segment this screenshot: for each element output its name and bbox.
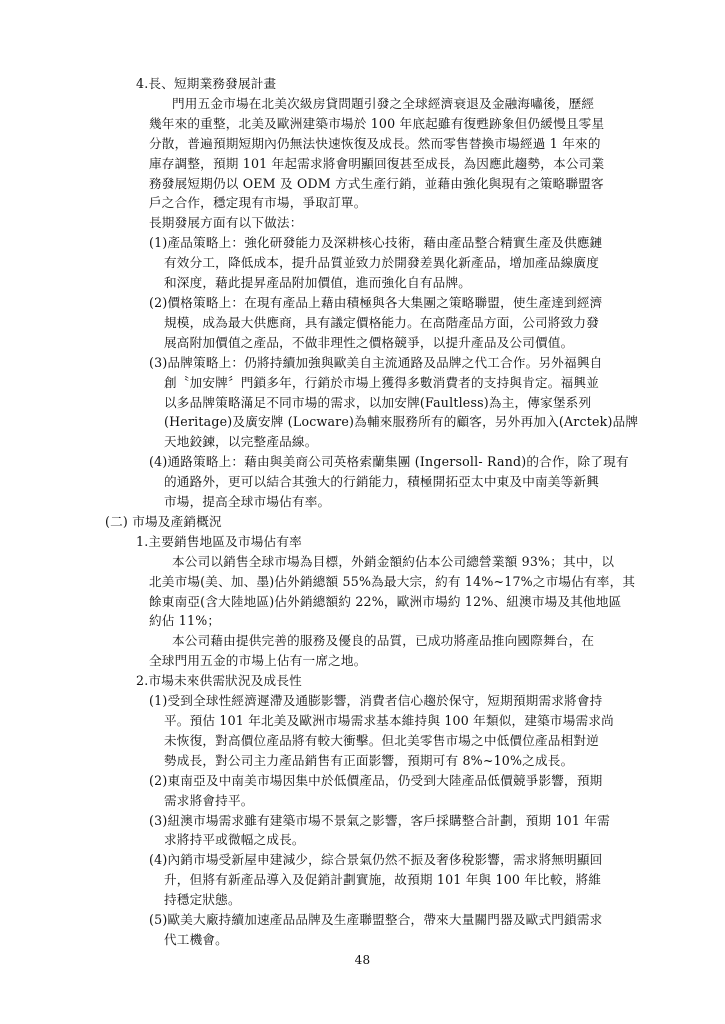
paragraph-line: 分散，普遍預期短期內仍無法快速恢復及成長。然而零售替換市場經過 1 年來的: [149, 136, 601, 151]
paragraph-line: 幾年來的重整，北美及歐洲建築市場於 100 年底起雖有復甦跡象但仍緩慢且零星: [149, 116, 605, 131]
list-item-line: 求將持平或微幅之成長。: [164, 832, 305, 847]
paragraph-line: 長期發展方面有以下做法：: [149, 215, 303, 230]
list-item-line: (4)內銷市場受新屋申建減少，綜合景氣仍然不振及奢侈稅影響，需求將無明顯回: [149, 852, 603, 867]
page-number: 48: [354, 953, 371, 967]
list-item-line: 以多品牌策略滿足不同市場的需求，以加安牌(Faultless)為主，傳家堡系列: [164, 395, 592, 410]
list-item-line: 的通路外，更可以結合其強大的行銷能力，積極開拓亞太中東及中南美等新興: [164, 474, 599, 489]
paragraph-line: 本公司藉由提供完善的服務及優良的品質，已成功將產品推向國際舞台，在: [172, 633, 595, 648]
paragraph-line: 約佔 11%；: [149, 613, 221, 628]
list-item-line: 展高附加價值之產品，不做非理性之價格競爭，以提升產品及公司價值。: [164, 335, 574, 350]
list-item-line: (2)價格策略上：在現有產品上藉由積極與各大集團之策略聯盟，使生產達到經濟: [149, 295, 603, 310]
section-heading: 4.長、短期業務發展計畫: [136, 76, 277, 91]
section-heading: 2.市場未來供需狀況及成長性: [136, 673, 302, 688]
list-item-line: 升，但將有新產品導入及促銷計劃實施，故預期 101 年與 100 年比較，將維: [164, 872, 602, 887]
paragraph-line: 本公司以銷售全球市場為目標，外銷金額約佔本公司總營業額 93%；其中，以: [172, 554, 615, 569]
list-item-line: 創〝加安牌〞門鎖多年，行銷於市場上獲得多數消費者的支持與肯定。福興並: [164, 375, 599, 390]
chapter-heading: (二) 市場及產銷概況: [105, 514, 222, 529]
list-item-line: (3)紐澳市場需求雖有建築市場不景氣之影響，客戶採購整合計劃，預期 101 年需: [149, 813, 610, 828]
list-item-line: 和深度，藉此提昇產品附加價值，進而強化自有品牌。: [164, 275, 472, 290]
list-item-line: 市場，提高全球市場佔有率。: [164, 494, 331, 509]
list-item-line: (3)品牌策略上：仍將持續加強與歐美自主流通路及品牌之代工合作。另外福興自: [149, 355, 603, 370]
list-item-line: (Heritage)及廣安牌 (Locware)為輔來服務所有的顧客，另外再加入(Arctek)品牌: [164, 414, 639, 429]
list-item-line: (5)歐美大廠持續加速產品品牌及生產聯盟整合，帶來大量關門器及歐式門鎖需求: [149, 912, 603, 927]
list-item-line: 平。預估 101 年北美及歐洲市場需求基本維持與 100 年類似，建築市場需求尚: [164, 713, 614, 728]
list-item-line: 持穩定狀態。: [164, 892, 241, 907]
paragraph-line: 餘東南亞(含大陸地區)佔外銷總額約 22%，歐洲市場約 12%、紐澳市場及其他地區: [149, 594, 622, 609]
list-item-line: 勢成長，對公司主力產品銷售有正面影響，預期可有 8%~10%之成長。: [164, 753, 574, 768]
list-item-line: 需求將會持平。: [164, 793, 254, 808]
paragraph-line: 門用五金市場在北美次級房貸問題引發之全球經濟衰退及金融海嘯後，歷經: [172, 96, 595, 111]
list-item-line: (4)通路策略上：藉由與美商公司英格索蘭集團 (Ingersoll- Rand)的合作，除了現有: [149, 454, 629, 469]
paragraph-line: 北美市場(美、加、墨)佔外銷總額 55%為最大宗，約有 14%~17%之市場佔有率，其: [149, 574, 636, 589]
list-item-line: 天地鉸鍊，以完整產品線。: [164, 434, 318, 449]
paragraph-line: 全球門用五金的市場上佔有一席之地。: [149, 653, 367, 668]
list-item-line: (2)東南亞及中南美市場因集中於低價產品，仍受到大陸產品低價競爭影響，預期: [149, 773, 603, 788]
list-item-line: 未恢復，對高價位產品將有較大衝擊。但北美零售市場之中低價位產品相對逆: [164, 733, 599, 748]
paragraph-line: 庫存調整，預期 101 年起需求將會明顯回復甚至成長，為因應此趨勢，本公司業: [149, 156, 605, 171]
list-item-line: (1)受到全球性經濟遲滯及通膨影響，消費者信心趨於保守，短期預期需求將會持: [149, 693, 603, 708]
list-item-line: 規模，成為最大供應商，具有議定價格能力。在高階產品方面，公司將致力發: [164, 315, 599, 330]
paragraph-line: 戶之合作，穩定現有市場，爭取訂單。: [149, 195, 367, 210]
paragraph-line: 務發展短期仍以 OEM 及 ODM 方式生產行銷，並藉由強化與現有之策略聯盟客: [149, 176, 604, 191]
list-item-line: 有效分工，降低成本，提升品質並致力於開發差異化新產品，增加產品線廣度: [164, 255, 599, 270]
list-item-line: (1)產品策略上：強化研發能力及深耕核心技術，藉由產品整合精實生產及供應鏈: [149, 235, 603, 250]
list-item-line: 代工機會。: [164, 932, 228, 947]
section-heading: 1.主要銷售地區及市場佔有率: [136, 534, 302, 549]
